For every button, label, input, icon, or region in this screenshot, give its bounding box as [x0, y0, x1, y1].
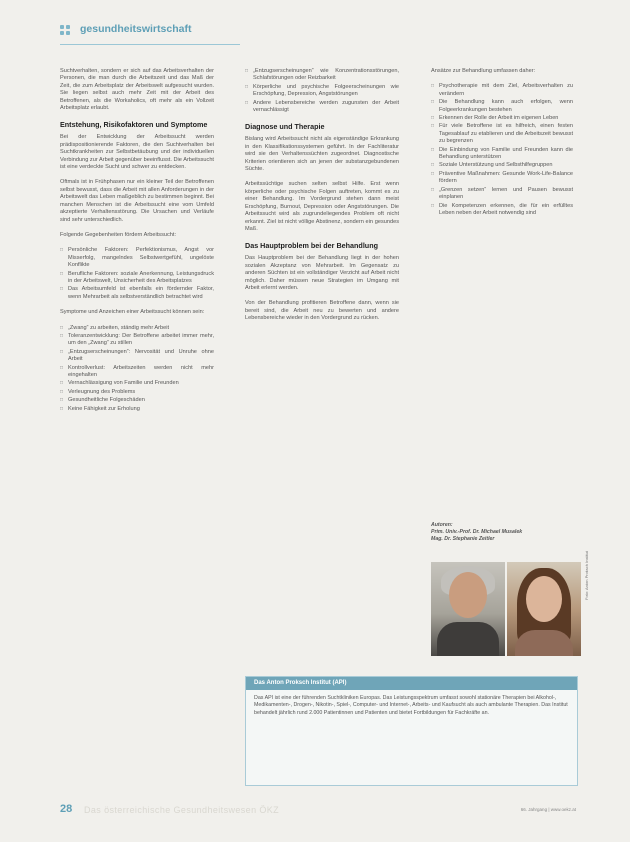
paragraph: Suchtverhalten, sondern er sich auf das Arbeitsverhalten der Personen, die man durch die Arbeitszeit und das Maß der Zeit, die zum Arbeitsplatz der Arbeitswelt aufgesucht wurden. Sie liegen selbst auch mehr Zeit mit der Arbeit des Betroffenen, als die Workaholics, oft mehr als ein Vollzeit Arbeitsplatz erlaubt.	[60, 68, 214, 112]
list-item: □ Verleugnung des Problems	[60, 389, 214, 396]
heading-diagnosis: Diagnose und Therapie	[245, 122, 325, 132]
paragraph: Ansätze zur Behandlung umfassen daher:	[431, 68, 536, 74]
list-item: □ Persönliche Faktoren: Perfektionismus, Angst vor Misserfolg, mangelndes Selbstwertgefühl, ungelöste Konflikte	[60, 247, 214, 269]
author-photo-female	[507, 562, 581, 656]
heading-main-problem: Das Hauptproblem bei der Behandlung	[245, 241, 378, 251]
list-item: □ Das Arbeitsumfeld ist ebenfalls ein fördernder Faktor, wenn Mehrarbeit als selbstverständlich betrachtet wird	[60, 286, 214, 301]
list-item: □ Kontrollverlust: Arbeitszeiten werden nicht mehr eingehalten	[60, 365, 214, 380]
list-item: □ Die Einbindung von Familie und Freunden kann die Behandlung unterstützen	[431, 147, 573, 162]
list-item: □ Vernachlässigung von Familie und Freunden	[60, 380, 214, 387]
paragraph: Symptome und Anzeichen einer Arbeitssucht können sein:	[60, 309, 205, 316]
info-box	[245, 676, 578, 786]
list-item: □ Für viele Betroffene ist es hilfreich, einen festen Tagesablauf zu etablieren und die Arbeitszeit bewusst zu begrenzen	[431, 123, 573, 145]
photo-credit: Foto: Anton Proksch Institut	[584, 551, 589, 600]
paragraph: Bei der Entwicklung der Arbeitssucht werden prädispositionierende Faktoren, die den Suchtverhalten bei Suchtkrankheiten zur Selbstbetäubung und der individuellen Verbindung zur Arbeit gegenüber beeinflusst. Die Arbeitssucht ist eine verdeckte Sucht und schwer zu entdecken.	[60, 134, 214, 171]
paragraph: Arbeitssüchtige suchen selten selbst Hilfe. Erst wenn körperliche oder psychische Folgen auftreten, kommt es zu einer Behandlung. Im Vordergrund stehen dann meist Erschöpfung, Burnout, Depression oder Angststörungen. Die Arbeitssucht wird als zugrundeliegendes Problem oft nicht erkannt. Ziel ist nicht völlige Abstinenz, sondern ein gesundes Maß.	[245, 181, 399, 232]
list-item: □ „Zwang“ zu arbeiten, ständig mehr Arbeit	[60, 325, 214, 332]
authors-block	[431, 522, 522, 543]
paragraph: Von der Behandlung profitieren Betroffene dann, wenn sie bereit sind, die Arbeit neu zu bewerten und andere Lebensbereiche wieder in den Vordergrund zu rücken.	[245, 300, 399, 322]
list-item: □ „Entzugserscheinungen“ wie Konzentrationsstörungen, Schlafstörungen oder Reizbarkeit	[245, 68, 399, 83]
column-1	[60, 68, 214, 421]
author-photo-male	[431, 562, 505, 656]
section-header	[60, 22, 240, 45]
heading-symptoms: Entstehung, Risikofaktoren und Symptome	[60, 120, 208, 130]
list-item: □ Körperliche und psychische Folgeerscheinungen wie Erschöpfung, Depression, Angststörungen	[245, 84, 399, 99]
list-item: □ Gesundheitliche Folgeschäden	[60, 397, 214, 404]
issue-info: 66. Jahrgang | www.oekz.at	[520, 807, 576, 812]
list-item: □ Erkennen der Rolle der Arbeit im eigenen Leben	[431, 115, 573, 122]
list-item: □ Keine Fähigkeit zur Erholung	[60, 406, 214, 413]
list-item: □ „Grenzen setzen“ lernen und Pausen bewusst einplanen	[431, 187, 573, 202]
list-item: □ Psychotherapie mit dem Ziel, Arbeitsverhalten zu verändern	[431, 83, 573, 98]
paragraph: Bislang wird Arbeitssucht nicht als eigenständige Erkrankung in den Klassifikationssystemen geführt. In der Fachliteratur wird sie den Verhaltenssüchten zugeordnet. Diagnostische Kriterien orientieren sich an jenen der substanzgebundenen Süchte.	[245, 136, 399, 173]
page-footer	[60, 803, 576, 817]
list-item: □ Toleranzentwicklung: Der Betroffene arbeitet immer mehr, um den „Zwang“ zu stillen	[60, 333, 214, 348]
grid-icon	[60, 25, 72, 37]
info-box-text: Das API ist eine der führenden Suchtkliniken Europas. Das Leistungsspektrum umfasst sowohl stationäre Therapien bei Alkohol-, Medikamenten-, Drogen-, Nikotin-, Spiel-, Computer- und Internet-, Arbeits- und Kaufsucht als auch ambulante Therapien. Das Institut behandelt jährlich rund 2.000 Patientinnen und Patienten und bietet Fortbildungen für Fachkräfte an.	[254, 695, 568, 716]
list-item: □ Berufliche Faktoren: soziale Anerkennung, Leistungsdruck in der Arbeitswelt, Unsicherheit des Arbeitsplatzes	[60, 271, 214, 286]
authors-label: Autoren:	[431, 522, 453, 528]
publication-name: Das österreichische Gesundheitswesen ÖKZ	[84, 805, 280, 815]
list-item: □ Die Behandlung kann auch erfolgen, wenn Folgeerkrankungen bestehen	[431, 99, 573, 114]
author-name: Prim. Univ.-Prof. Dr. Michael Musalek	[431, 529, 523, 535]
bullet-list	[245, 68, 399, 114]
list-item: □ Andere Lebensbereiche werden zugunsten der Arbeit vernachlässigt	[245, 100, 399, 115]
paragraph: Oftmals ist in Frühphasen nur ein kleiner Teil der Betroffenen selbst bewusst, dass die Arbeit mit allen Anforderungen in der Arbeitswelt das Leben maßgeblich zu bestimmen beginnt. Bei manchen Menschen ist die Arbeitssucht eine vom Umfeld akzeptierte Verhaltensstörung. Die Ursachen und Verläufe sind sehr unterschiedlich.	[60, 179, 214, 223]
author-name: Mag. Dr. Stephanie Zeitler	[431, 536, 495, 542]
info-box-title: Das Anton Proksch Institut (API)	[246, 677, 577, 690]
section-title: gesundheitswirtschaft	[80, 23, 192, 35]
paragraph: Folgende Gegebenheiten fördern Arbeitssucht:	[60, 231, 176, 238]
column-3	[431, 68, 573, 225]
list-item: □ Die Kompetenzen erkennen, die für ein erfülltes Leben neben der Arbeit notwendig sind	[431, 203, 573, 218]
paragraph: Das Hauptproblem bei der Behandlung liegt in der hohen sozialen Akzeptanz von Mehrarbeit. Im Gegensatz zu anderen Süchten ist ein vollständiger Verzicht auf Arbeit nicht möglich. Daher müssen neue Strategien im Umgang mit Arbeit erlernt werden.	[245, 255, 399, 291]
bullet-list	[60, 325, 214, 413]
bullet-list	[431, 83, 573, 217]
column-2	[245, 68, 399, 331]
bullet-list	[60, 247, 214, 301]
list-item: □ „Entzugserscheinungen“: Nervosität und Unruhe ohne Arbeit	[60, 349, 214, 364]
list-item: □ Soziale Unterstützung und Selbsthilfegruppen	[431, 162, 573, 169]
list-item: □ Präventive Maßnahmen: Gesunde Work-Life-Balance fördern	[431, 171, 573, 186]
page-number: 28	[60, 803, 73, 815]
